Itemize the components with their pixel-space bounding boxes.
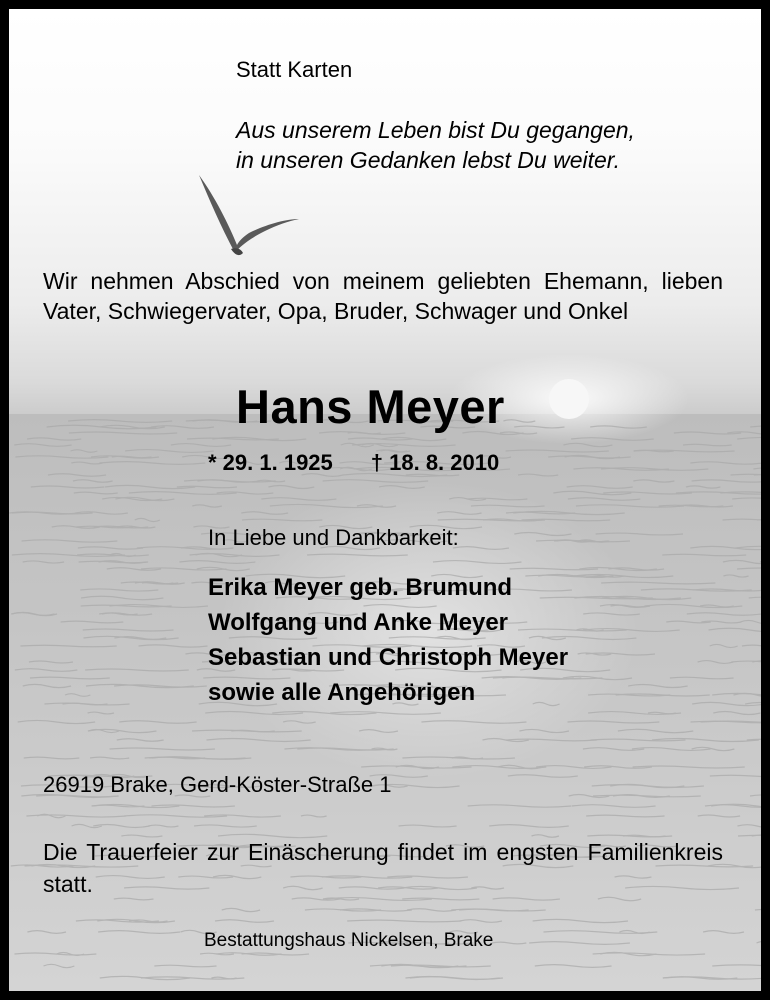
mourner-name: Wolfgang und Anke Meyer bbox=[208, 609, 509, 636]
birth-date: * 29. 1. 1925 bbox=[208, 450, 333, 475]
mourners-list bbox=[208, 570, 568, 710]
death-date: † 18. 8. 2010 bbox=[370, 450, 500, 475]
funeral-home: Bestattungshaus Nickelsen, Brake bbox=[204, 930, 494, 951]
mourner-name: Sebastian und Christoph Meyer bbox=[208, 644, 569, 671]
love-gratitude-line: In Liebe und Dankbarkeit: bbox=[208, 525, 459, 550]
motto-verse bbox=[236, 115, 635, 175]
statt-karten-header: Statt Karten bbox=[236, 57, 353, 82]
ceremony-note: Die Trauerfeier zur Einäscherung findet im engsten Familienkreis statt. bbox=[43, 839, 723, 897]
farewell-intro: Wir nehmen Abschied von meinem geliebten Ehemann, lieben Vater, Schwiegervater, Opa, Bruder, Schwager und Onkel bbox=[43, 268, 723, 324]
motto-line: in unseren Gedanken lebst Du weiter. bbox=[236, 147, 620, 173]
sun-icon bbox=[539, 375, 599, 419]
deceased-name: Hans Meyer bbox=[236, 380, 505, 433]
mourner-name: sowie alle Angehörigen bbox=[208, 679, 476, 706]
life-dates bbox=[208, 450, 499, 476]
family-address: 26919 Brake, Gerd-Köster-Straße 1 bbox=[43, 772, 392, 797]
motto-line: Aus unserem Leben bist Du gegangen, bbox=[236, 117, 635, 143]
seagull-icon bbox=[195, 169, 305, 269]
mourner-name: Erika Meyer geb. Brumund bbox=[208, 574, 513, 601]
